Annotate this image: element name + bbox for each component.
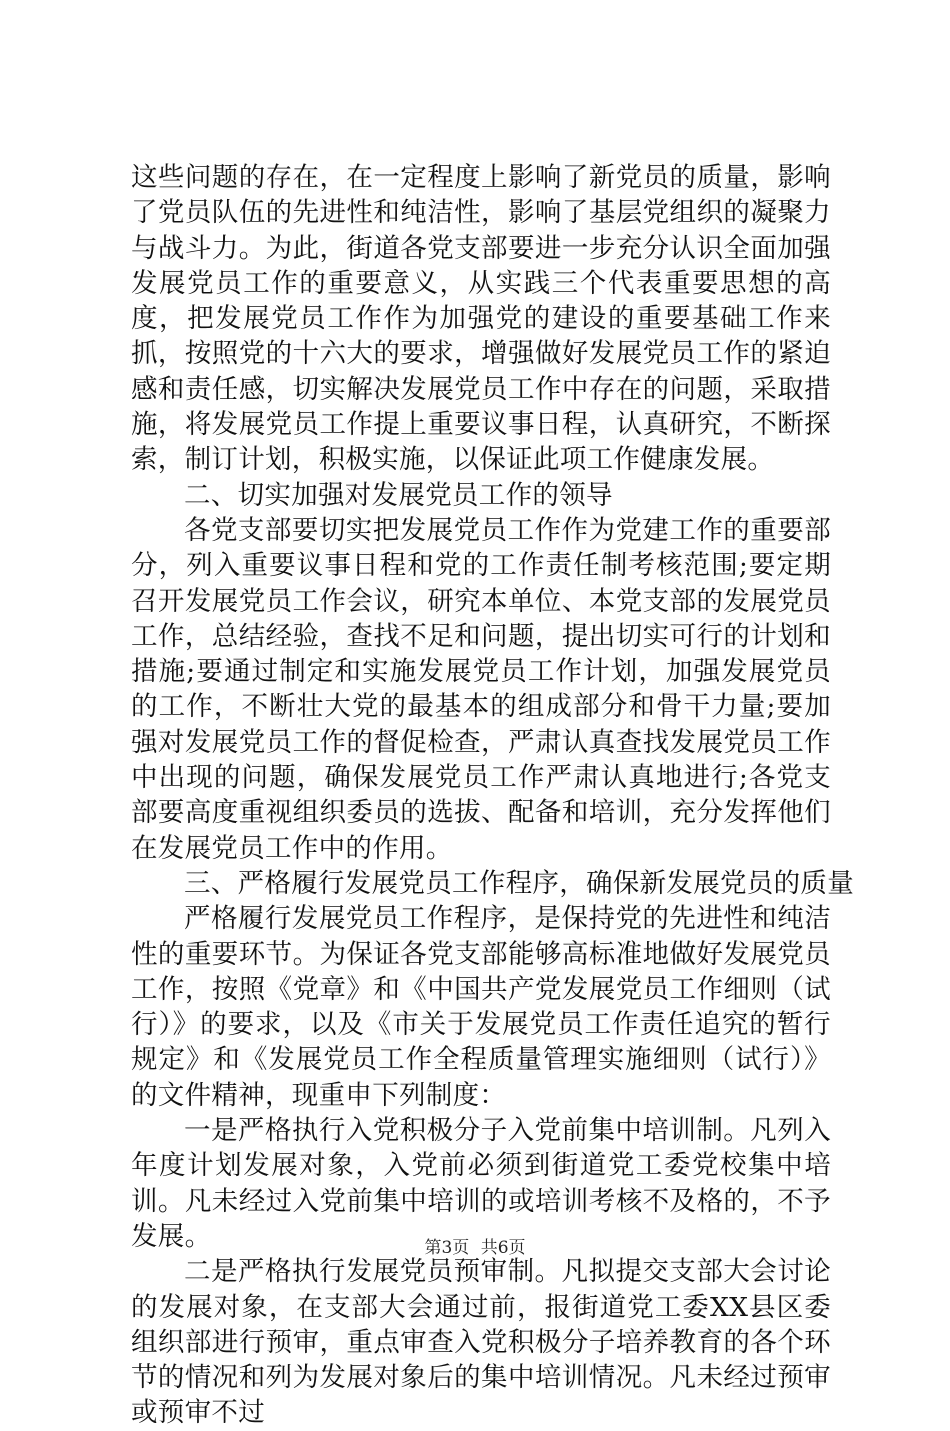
section-heading-3: 三、严格履行发展党员工作程序，确保新发展党员的质量 — [184, 867, 854, 899]
page-number: 第3页 — [424, 1238, 470, 1258]
page-footer — [0, 1238, 950, 1258]
page-total: 共6页 — [480, 1238, 526, 1258]
section-heading-2: 二、切实加强对发展党员工作的领导 — [184, 479, 613, 511]
paragraph-intro: 这些问题的存在，在一定程度上影响了新党员的质量，影响了党员队伍的先进性和纯洁性，影响了基层党组织的凝聚力与战斗力。为此，街道各党支部要进一步充分认识全面加强发展党员工作的重要意义，从实践三个代表重要思想的高度，把发展党员工作作为加强党的建设的重要基础工作来抓，按照党的十六大的要求，增强做好发展党员工作的紧迫感和责任感，切实解决发展党员工作中存在的问题，采取措施，将发展党员工作提上重要议事日程，认真研究，不断探索，制订计划，积极实施，以保证此项工作健康发展。 — [131, 162, 831, 476]
paragraph-leadership: 各党支部要切实把发展党员工作作为党建工作的重要部分，列入重要议事日程和党的工作责任制考核范围;要定期召开发展党员工作会议，研究本单位、本党支部的发展党员工作，总结经验，查找不足和问题，提出切实可行的计划和措施;要通过制定和实施发展党员工作计划，加强发展党员的工作，不断壮大党的最基本的组成部分和骨干力量;要加强对发展党员工作的督促检查，严肃认真查找发展党员工作中出现的问题，确保发展党员工作严肃认真地进行;各党支部要高度重视组织委员的选拔、配备和培训，充分发挥他们在发展党员工作中的作用。 — [131, 514, 831, 864]
paragraph-preview-rule: 二是严格执行发展党员预审制。凡拟提交支部大会讨论的发展对象，在支部大会通过前，报街道党工委XX县区委组织部进行预审，重点审查入党积极分子培养教育的各个环节的情况和列为发展对象后的集中培训情况。凡未经过预审或预审不过 — [131, 1256, 831, 1429]
paragraph-training-rule: 一是严格执行入党积极分子入党前集中培训制。凡列入年度计划发展对象，入党前必须到街道党工委党校集中培训。凡未经过入党前集中培训的或培训考核不及格的，不予发展。 — [131, 1115, 831, 1252]
paragraph-procedure: 严格履行发展党员工作程序，是保持党的先进性和纯洁性的重要环节。为保证各党支部能够高标准地做好发展党员工作，按照《党章》和《中国共产党发展党员工作细则（试行）》的要求，以及《市关于发展党员工作责任追究的暂行规定》和《发展党员工作全程质量管理实施细则（试行）》的文件精神，现重申下列制度： — [131, 903, 831, 1111]
